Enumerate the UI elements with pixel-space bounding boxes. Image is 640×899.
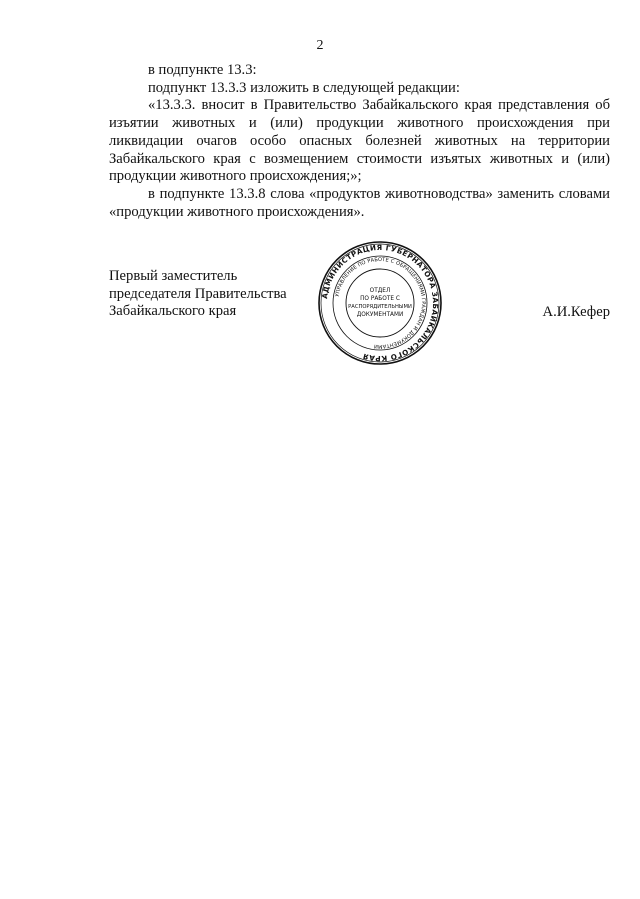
signatory-name: А.И.Кефер	[542, 304, 610, 320]
seal-center-line: РАСПОРЯДИТЕЛЬНЫМИ	[348, 304, 412, 310]
document-body	[109, 62, 610, 221]
paragraph-amend-instruction: подпункт 13.3.3 изложить в следующей редакции:	[148, 79, 460, 96]
paragraph-subclause-intro: в подпункте 13.3:	[148, 62, 257, 78]
signatory-title-line: председателя Правительства	[109, 285, 287, 302]
signatory-title	[109, 268, 329, 321]
official-seal-stamp	[317, 240, 443, 366]
seal-inner-ring-text: УПРАВЛЕНИЕ ПО РАБОТЕ С ОБРАЩЕНИЯМИ ГРАЖДАН И ДОКУМЕНТАМИ	[334, 256, 427, 350]
seal-inner-ring	[346, 269, 414, 337]
seal-middle-ring	[333, 256, 427, 350]
signatory-title-line: Первый заместитель	[109, 268, 238, 284]
seal-graphic	[317, 240, 443, 366]
seal-outer-ring-text: АДМИНИСТРАЦИЯ ГУБЕРНАТОРА ЗАБАЙКАЛЬСКОГО КРАЯ	[320, 242, 441, 364]
paragraph-word-replacement: в подпункте 13.3.8 слова «продуктов животноводства» заменить словами «продукции животного происхождения».	[109, 185, 610, 220]
seal-center-line: ПО РАБОТЕ С	[360, 296, 400, 302]
page-number: 2	[316, 38, 324, 53]
paragraph-new-wording: «13.3.3. вносит в Правительство Забайкальского края представления об изъятии животных и (или) продукции животного происхождения при ликвидации очагов особо опасных болезней животных на территории Забайкальского края с возмещением стоимости изъятых животных и (или) продукции животного происхождения;»;	[109, 97, 610, 185]
seal-center-line: ОТДЕЛ	[369, 288, 391, 294]
signatory-title-line: Забайкальского края	[109, 303, 237, 320]
seal-center-line: ДОКУМЕНТАМИ	[356, 312, 404, 318]
